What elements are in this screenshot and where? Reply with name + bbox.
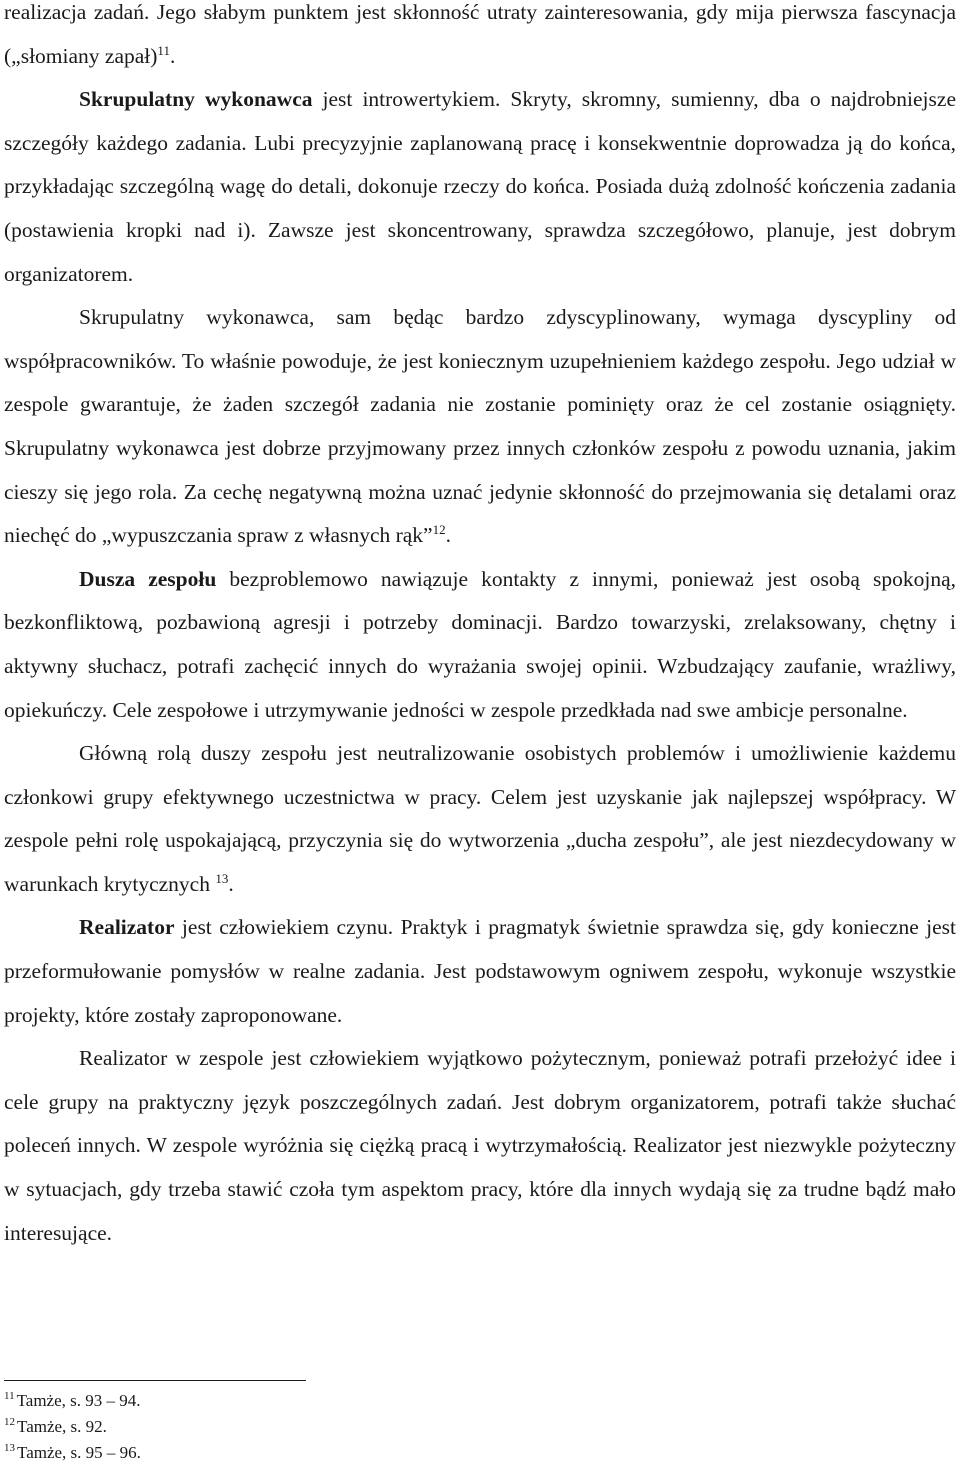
footnote-reference: 11 xyxy=(157,42,170,58)
paragraph xyxy=(4,296,956,558)
role-term: Dusza zespołu xyxy=(79,566,217,591)
paragraph xyxy=(4,732,956,906)
footnote-text: Tamże, s. 92. xyxy=(17,1417,107,1436)
paragraph-text: Skrupulatny wykonawca, sam będąc bardzo zdyscyplinowany, wymaga dyscypliny od współpracowników. To właśnie powoduje, że jest koniecznym uzupełnieniem każdego zespołu. Jego udział w zespole gwarantuje, że żaden szczegół zadania nie zostanie pominięty oraz że cel zostanie osiągnięty. Skrupulatny wykonawca jest dobrze przyjmowany przez innych członków zespołu z powodu uznania, jakim cieszy się jego rola. Za cechę negatywną można uznać jedynie skłonność do przejmowania się detalami oraz niechęć do „wypuszczania spraw z własnych rąk” xyxy=(4,305,956,548)
footnote xyxy=(4,1440,604,1466)
paragraph xyxy=(4,0,956,78)
footnote-text: Tamże, s. 93 – 94. xyxy=(16,1391,141,1410)
paragraph-text: Główną rolą duszy zespołu jest neutralizowanie osobistych problemów i umożliwienie każdemu członkowi grupy efektywnego uczestnictwa w pracy. Celem jest uzyskanie jak najlepszej współpracy. W zespole pełni rolę uspokajającą, przyczynia się do wytworzenia „ducha zespołu”, ale jest niezdecydowany w warunkach krytycznych xyxy=(4,741,956,896)
footnote-number: 13 xyxy=(4,1442,15,1455)
paragraph xyxy=(4,1037,956,1255)
paragraph-text: jest człowiekiem czynu. Praktyk i pragmatyk świetnie sprawdza się, gdy konieczne jest przeformułowanie pomysłów w realne zadania. Jest podstawowym ogniwem zespołu, wykonuje wszystkie projekty, które zostały zaproponowane. xyxy=(4,915,956,1027)
paragraph-text: Realizator w zespole jest człowiekiem wyjątkowo pożytecznym, ponieważ potrafi przełożyć idee i cele grupy na praktyczny język poszczególnych zadań. Jest dobrym organizatorem, potrafi także słuchać poleceń innych. W zespole wyróżnia się ciężką pracą i wytrzymałością. Realizator jest niezwykle pożyteczny w sytuacjach, gdy trzeba stawić czoła tym aspektom pracy, które dla innych wydają się za trudne bądź mało interesujące. xyxy=(4,1046,956,1245)
paragraph xyxy=(4,906,956,1037)
footnote-number: 11 xyxy=(4,1390,15,1403)
paragraph xyxy=(4,78,956,296)
footnote xyxy=(4,1414,604,1440)
body-text xyxy=(4,0,956,1255)
paragraph-text: realizacja zadań. Jego słabym punktem jest skłonność utraty zainteresowania, gdy mija pierwsza fascynacja („słomiany zapał) xyxy=(4,0,956,68)
paragraph-text: . xyxy=(228,871,234,896)
footnote xyxy=(4,1388,604,1414)
paragraph-text: bezproblemowo nawiązuje kontakty z innymi, ponieważ jest osobą spokojną, bezkonfliktową, pozbawioną agresji i potrzeby dominacji. Bardzo towarzyski, zrelaksowany, chętny i aktywny słuchacz, potrafi zachęcić innych do wyrażania swojej opinii. Wzbudzający zaufanie, wrażliwy, opiekuńczy. Cele zespołowe i utrzymywanie jedności w zespole przedkłada nad swe ambicje personalne. xyxy=(4,566,956,722)
role-term: Skrupulatny wykonawca xyxy=(79,87,313,112)
footnote-reference: 12 xyxy=(432,521,446,537)
footnote-number: 12 xyxy=(4,1416,15,1429)
role-term: Realizator xyxy=(79,915,175,940)
paragraph xyxy=(4,558,956,732)
footnotes xyxy=(4,1388,604,1466)
footnote-text: Tamże, s. 95 – 96. xyxy=(17,1443,141,1462)
footnote-reference: 13 xyxy=(215,870,229,886)
paragraph-text: . xyxy=(169,43,176,68)
paragraph-text: . xyxy=(445,523,451,548)
paragraph-text: jest introwertykiem. Skryty, skromny, sumienny, dba o najdrobniejsze szczegóły każdego zadania. Lubi precyzyjnie zaplanowaną pracę i konsekwentnie doprowadza ją do końca, przykładając szczególną wagę do detali, dokonuje rzeczy do końca. Posiada dużą zdolność kończenia zadania (postawienia kropki nad i). Zawsze jest skoncentrowany, sprawdza szczegółowo, planuje, jest dobrym organizatorem. xyxy=(4,87,956,286)
footnote-separator xyxy=(4,1380,306,1381)
